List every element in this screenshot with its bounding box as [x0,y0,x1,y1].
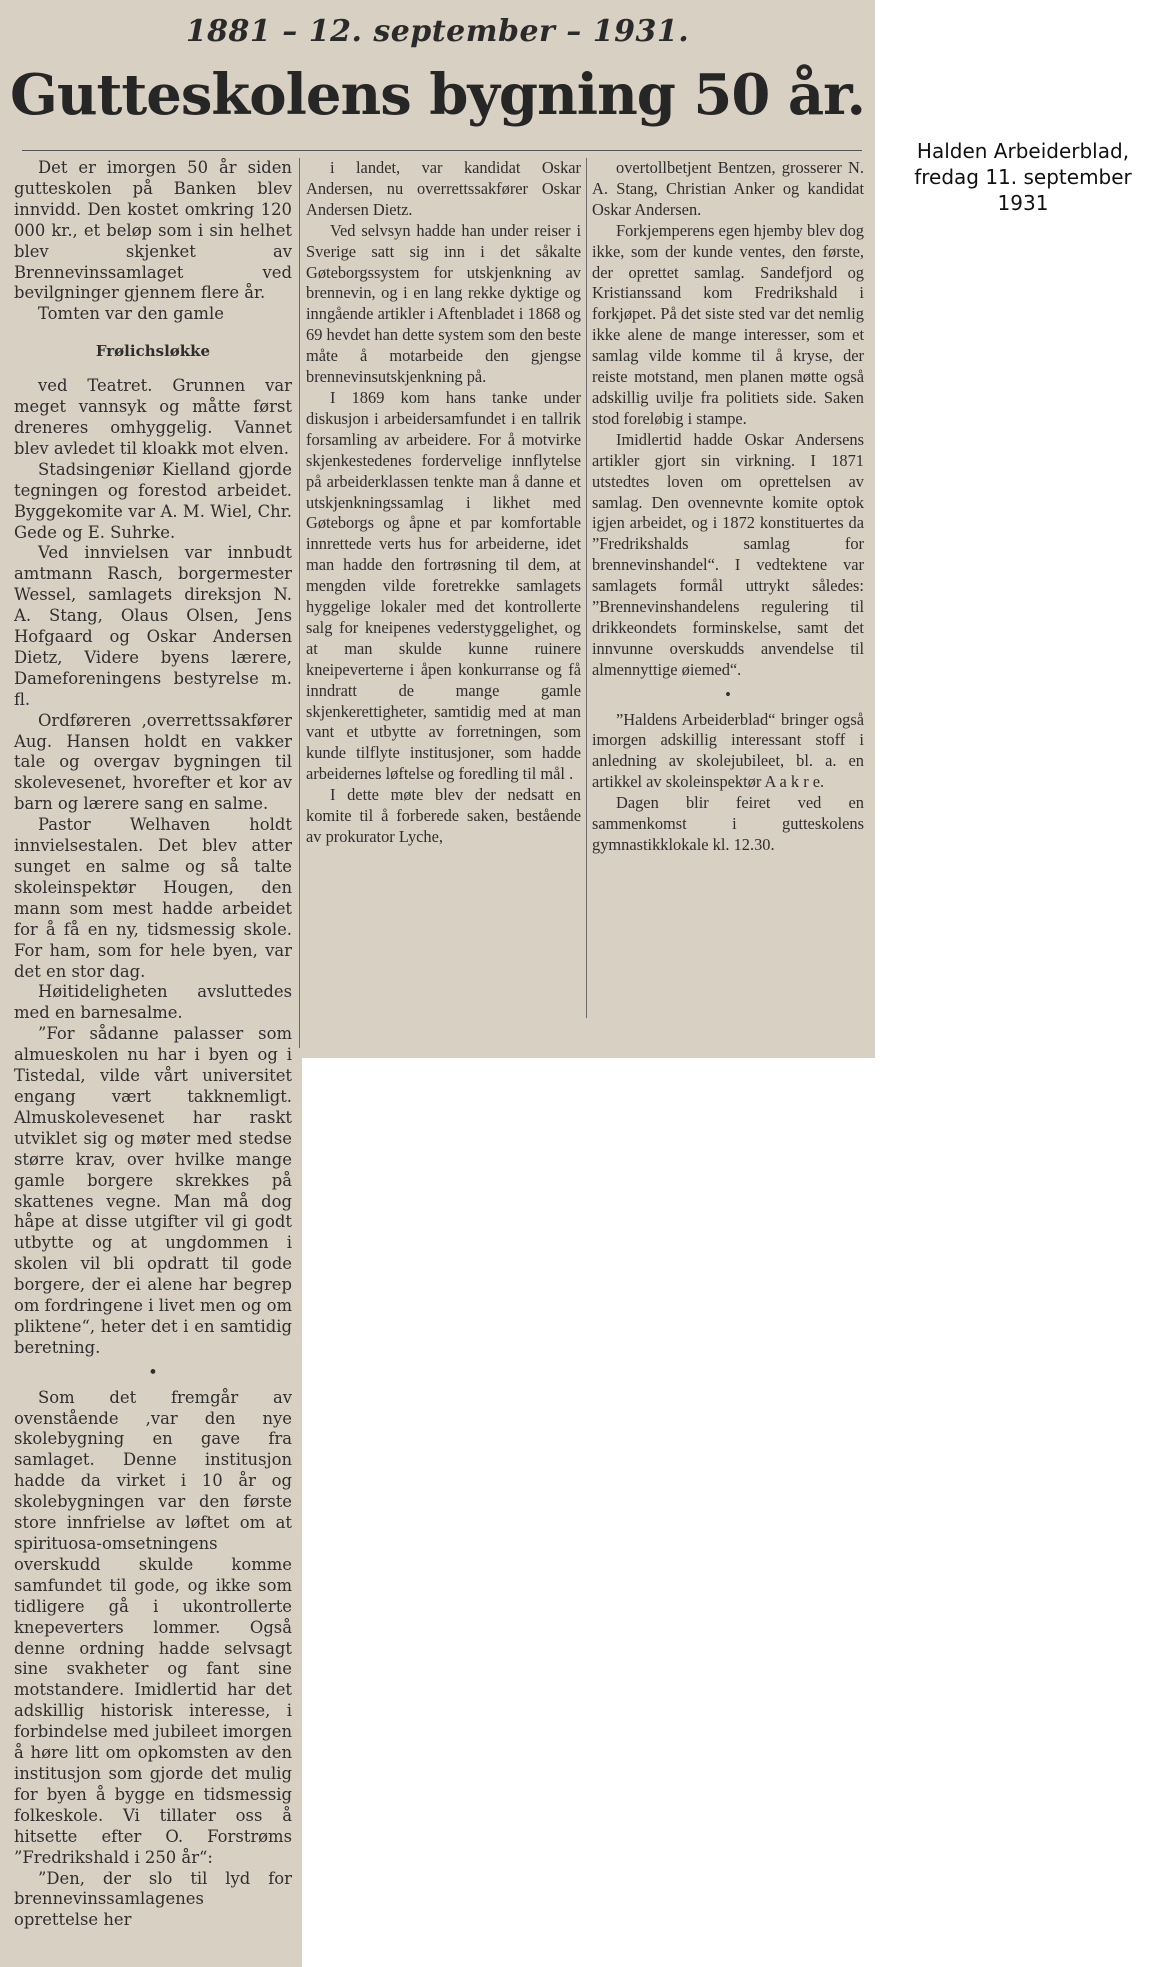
paragraph: Tomten var den gamle [38,304,224,324]
paragraph: ”Den, der slo til lyd for brennevinssamlagenes oprettelse her [14,1868,292,1930]
paragraph: Imidlertid hadde Oskar Andersens artikler gjort sin virkning. I 1871 utstedtes loven om oprettelsen av samlag. Den ovennevnte komite optok igjen arbeidet, og i 1872 konstituertes da ”Fredrikshalds samlag for brennevinshandel“. I vedtektene var samlagets formål uttrykt således: ”Brennevinshandelens regulering til drikkeondets forminskelse, samt det innvunne overskudds anvendelse til almennyttige øiemed“. [592,429,864,679]
paragraph: i landet, var kandidat Oskar Andersen, nu overrettssakfører Oskar Andersen Dietz. [306,158,581,219]
caption-line: fredag 11. september [914,165,1132,189]
paragraph: Som det fremgår av ovenstående ,var den nye skolebygning en gave fra samlaget. Denne institusjon hadde da virket i 10 år og skolebygningen var den første store innfrielse av løftet om at spirituosa-omsetningens overskudd skulde komme samfundet til gode, og ikke som tidligere gå i ukontrollerte knepeverters lommer. Også denne ordning hadde selvsagt sine svakheter og fant sine motstandere. Imidlertid har det adskillig historisk interesse, i forbindelse med jubileet imorgen å høre litt om opkomsten av den institusjon som gjorde det mulig for byen å bygge en tidsmessig folkeskole. Vi tillater oss å hitsette efter O. Forstrøms ”Fredrikshald i 250 år“: [14,1387,292,1867]
caption-line: 1931 [997,191,1049,215]
paragraph: Pastor Welhaven holdt innvielsestalen. Det blev atter sunget en salme og så talte skoleinspektør Hougen, den mann som mest hadde arbeidet for å få en ny, tidsmessig skole. For ham, som for hele byen, var det en stor dag. [14,815,292,981]
article-column-1 [14,158,292,1931]
paragraph: Stadsingeniør Kielland gjorde tegningen og forestod arbeidet. Byggekomite var A. M. Wiel, Chr. Gede og E. Suhrke. [14,459,292,542]
section-separator: • [148,1362,158,1382]
article-column-2 [306,158,581,848]
headline-rule [22,150,862,151]
paragraph: Ved innvielsen var innbudt amtmann Rasch, borgermester Wessel, samlagets direksjon N. A. Stang, Olaus Olsen, Jens Hofgaard og Oskar Andersen Dietz, Videre byens lærere, Dameforeningens bestyrelse m. fl. [14,543,292,709]
paragraph: overtollbetjent Bentzen, grosserer N. A. Stang, Christian Anker og kandidat Oskar Andersen. [592,158,864,219]
paragraph: Dagen blir feiret ved en sammenkomst i gutteskolens gymnastikklokale kl. 12.30. [592,793,864,854]
section-separator: • [725,684,731,704]
dateline: 1881 – 12. september – 1931. [185,14,690,49]
column-rule [586,158,587,1018]
paragraph: I 1869 kom hans tanke under diskusjon i arbeidersamfundet i en tallrik forsamling av arbeidere. For å motvirke skjenkestedenes fordervelige innflytelse på arbeiderklassen tenkte man å danne et utskjenkningssamlag i likhet med Gøteborgs og åpne et par komfortable innrettede verts hus for arbeiderne, idet man hadde den fortrøsning til dem, at mengden vilde foretrekke samlagets hyggelige lokaler med det kontrollerte salg for kneipenes vederstyggelighet, og at man skulde kunne ruinere kneipeverterne i åpen konkurranse og få inndratt de mange gamle skjenkerettigheter, samtidig med at man vant et utbytte av forretningen, som kunde tilflyte institusjoner, som hadde arbeidernes løftelse og foredling til mål . [306,387,581,784]
paragraph: ”For sådanne palasser som almueskolen nu har i byen og i Tistedal, vilde vårt universitet engang vært takknemligt. Almuskolevesenet har raskt utviklet sig og møter med stedse større krav, over hvilke mange gamle borgere skrekkes på skattenes vegne. Man må dog håpe at disse utgifter vil gi godt utbytte og at ungdommen i skolen vil bli opdratt til gode borgere, der ei alene har begrep om fordringene i livet men og om pliktene“, heter det i en samtidig beretning. [14,1024,292,1357]
paragraph: Ordføreren ,overrettssakfører Aug. Hansen holdt en vakker tale og overgav bygningen til skolevesenet, hvorefter et kor av barn og lærere sang en salme. [14,710,292,814]
subheading: Frølichsløkke [95,342,211,361]
headline: Gutteskolens bygning 50 år. [10,62,865,128]
paragraph: ”Haldens Arbeiderblad“ bringer også imorgen adskillig interessant stoff i anledning av skolejubileet, bl. a. en artikkel av skoleinspektør A a k r e. [592,709,864,792]
paragraph: Det er imorgen 50 år siden gutteskolen på Banken blev innvidd. Den kostet omkring 120 000 kr., et beløp som i sin helhet blev skjenket av Brennevinssamlaget ved bevilgninger gjennem flere år. [14,158,292,303]
article-column-3 [592,158,864,856]
caption-line: Halden Arbeiderblad, [916,139,1130,163]
paragraph: I dette møte blev der nedsatt en komite til å forberede saken, bestående av prokurator Lyche, [306,785,581,846]
paragraph: Høitideligheten avsluttedes med en barnesalme. [14,982,292,1023]
column-rule [299,158,300,1048]
paragraph: Forkjemperens egen hjemby blev dog ikke, som der kunde ventes, den første, der oprettet samlag. Sandefjord og Kristianssand kom Fredrikshald i forkjøpet. På det siste sted var det nemlig ikke alene de mange interesser, som et samlag vilde komme til å kryse, der reiste motstand, men planen møtte også adskillig uvilje fra politiets side. Saken stod foreløbig i stampe. [592,220,864,428]
paragraph: Ved selvsyn hadde han under reiser i Sverige satt sig inn i det såkalte Gøteborgssystem for utskjenkning av brennevin, og i en lang rekke dyktige og inngående artikler i Aftenbladet i 1868 og 69 hevdet han dette system som den beste måte å motarbeide den gjengse brennevinsutskjenkning på. [306,220,581,387]
paragraph: ved Teatret. Grunnen var meget vannsyk og måtte først dreneres omhyggelig. Vannet blev avledet til kloakk mot elven. [14,376,292,458]
clipping-caption [888,138,1158,216]
